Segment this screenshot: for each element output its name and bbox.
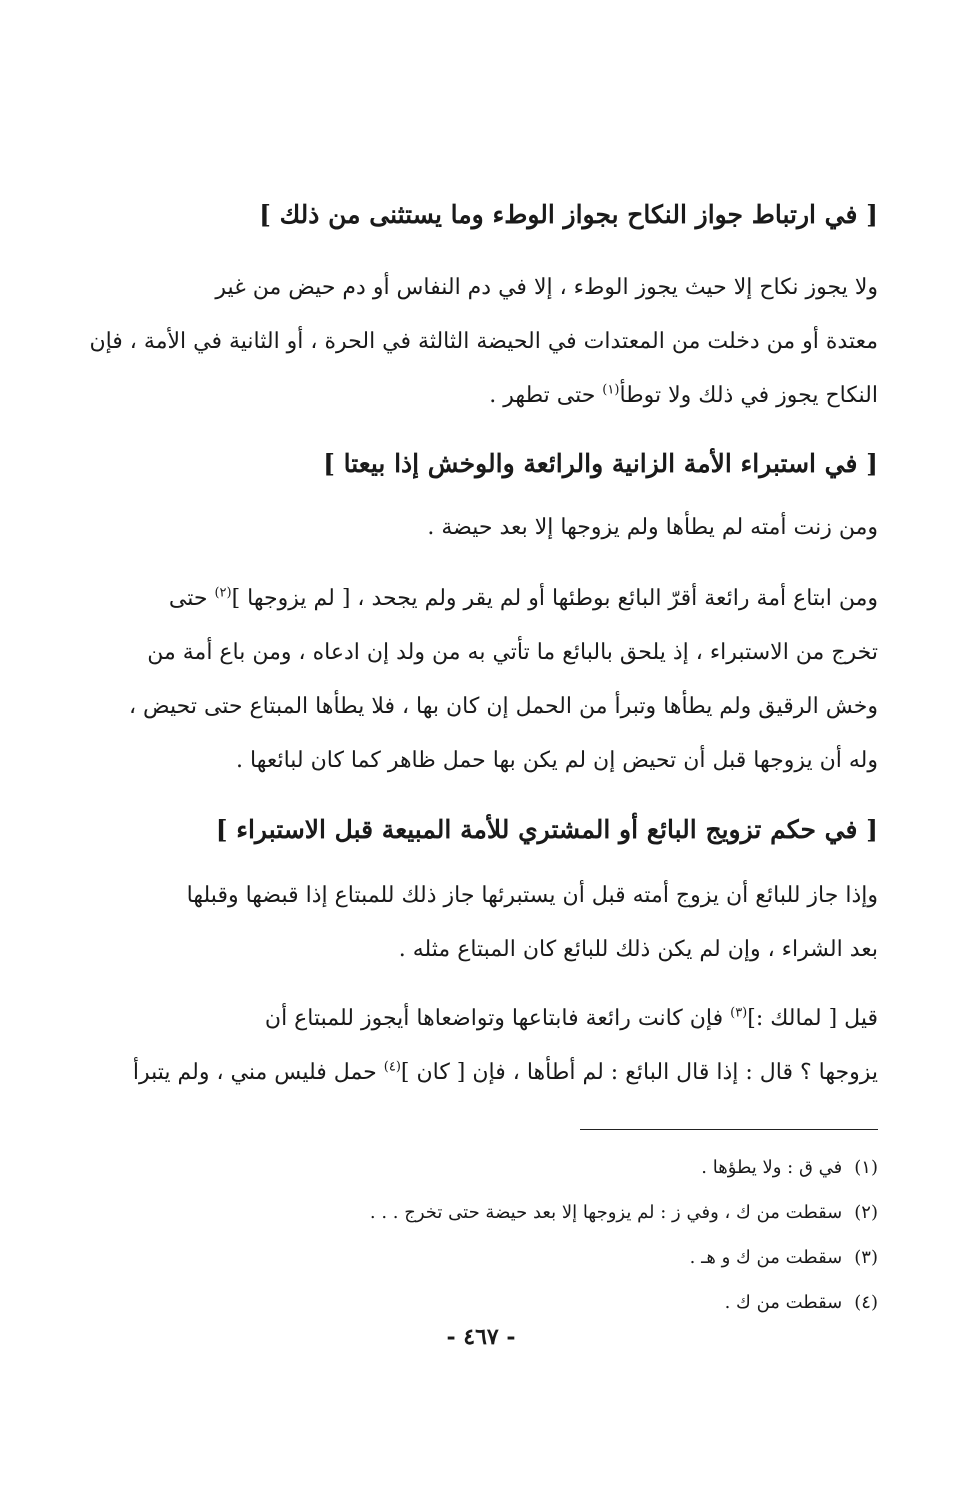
footnote-text: سقطت من ك و هـ . <box>689 1247 843 1268</box>
footnote-number: (١) <box>854 1157 878 1178</box>
footnote-ref: (١) <box>602 382 620 398</box>
footnote-number: (٤) <box>854 1292 878 1313</box>
footnote-number: (٢) <box>854 1202 878 1223</box>
footnote-text: سقطت من ك . <box>724 1292 843 1313</box>
section-heading-1: [ في ارتباط جواز النكاح بجواز الوطء وما يستثنى من ذلك ] <box>259 200 878 229</box>
text-line: وإذا جاز للبائع أن يزوج أمته قبل أن يستبرئها جاز ذلك للمبتاع إذا قبضها وقبلها <box>186 883 878 908</box>
footnote-item <box>82 1190 878 1235</box>
text-line: النكاح يجوز في ذلك ولا توطأ$^{(١)}$ حتى تطهر . <box>489 382 878 408</box>
footnote-divider <box>580 1129 878 1130</box>
paragraph <box>82 869 878 977</box>
footnote-number: (٣) <box>854 1247 878 1268</box>
footnotes <box>82 1145 878 1325</box>
footnote-ref: (٤) <box>383 1059 401 1075</box>
text-line: وخش الرقيق ولم يطأها وتبرأ من الحمل إن كان بها ، فلا يطأها المبتاع حتى تحيض ، <box>128 694 878 719</box>
text-line: معتدة أو من دخلت من المعتدات في الحيضة الثالثة في الحرة ، أو الثانية في الأمة ، فإن <box>89 329 878 354</box>
footnote-item <box>82 1280 878 1325</box>
footnote-ref: (٣) <box>730 1005 748 1021</box>
paragraph <box>82 501 878 555</box>
footnote-ref: (٢) <box>214 585 232 601</box>
footnote-item <box>82 1235 878 1280</box>
paragraph <box>82 992 878 1100</box>
text-line: ومن زنت أمته لم يطأها ولم يزوجها إلا بعد حيضة . <box>427 515 878 540</box>
paragraph <box>82 261 878 423</box>
text-line: ولا يجوز نكاح إلا حيث يجوز الوطء ، إلا في دم النفاس أو دم حيض من غير <box>215 275 878 300</box>
footnote-text: في ق : ولا يطؤها . <box>701 1157 843 1178</box>
text-line: قيل [ لمالك :]$^{(٣)}$ فإن كانت رائعة فابتاعها وتواضعاها أيجوز للمبتاع أن <box>264 1005 878 1031</box>
text-line: يزوجها ؟ قال : إذا قال البائع : لم أطأها ، فإن [ كان ]$^{(٤)}$ حمل فليس مني ، ولم يتبرأ <box>132 1059 878 1085</box>
text-line: وله أن يزوجها قبل أن تحيض إن لم يكن بها حمل ظاهر كما كان لبائعها . <box>236 748 878 773</box>
section-heading-2: [ في استبراء الأمة الزانية والرائعة والوخش إذا بيعتا ] <box>323 449 878 478</box>
paragraph <box>82 572 878 788</box>
page-number: - ٤٦٧ - <box>446 1324 516 1350</box>
text-line: ومن ابتاع أمة رائعة أقرّ البائع بوطئها أو لم يقر ولم يجحد ، [ لم يزوجها ]$^{(٢)}$ حتى <box>168 585 878 611</box>
text-line: تخرج من الاستبراء ، إذ يلحق بالبائع ما تأتي به من ولد إن ادعاه ، ومن باع أمة من <box>147 640 878 665</box>
text-line: بعد الشراء ، وإن لم يكن ذلك للبائع كان المبتاع مثله . <box>398 937 878 962</box>
section-heading-3: [ في حكم تزويج البائع أو المشتري للأمة المبيعة قبل الاستبراء ] <box>215 815 878 844</box>
footnote-item <box>82 1145 878 1190</box>
footnote-text: سقطت من ك ، وفي ز : لم يزوجها إلا بعد حيضة حتى تخرج . . . <box>369 1202 843 1223</box>
